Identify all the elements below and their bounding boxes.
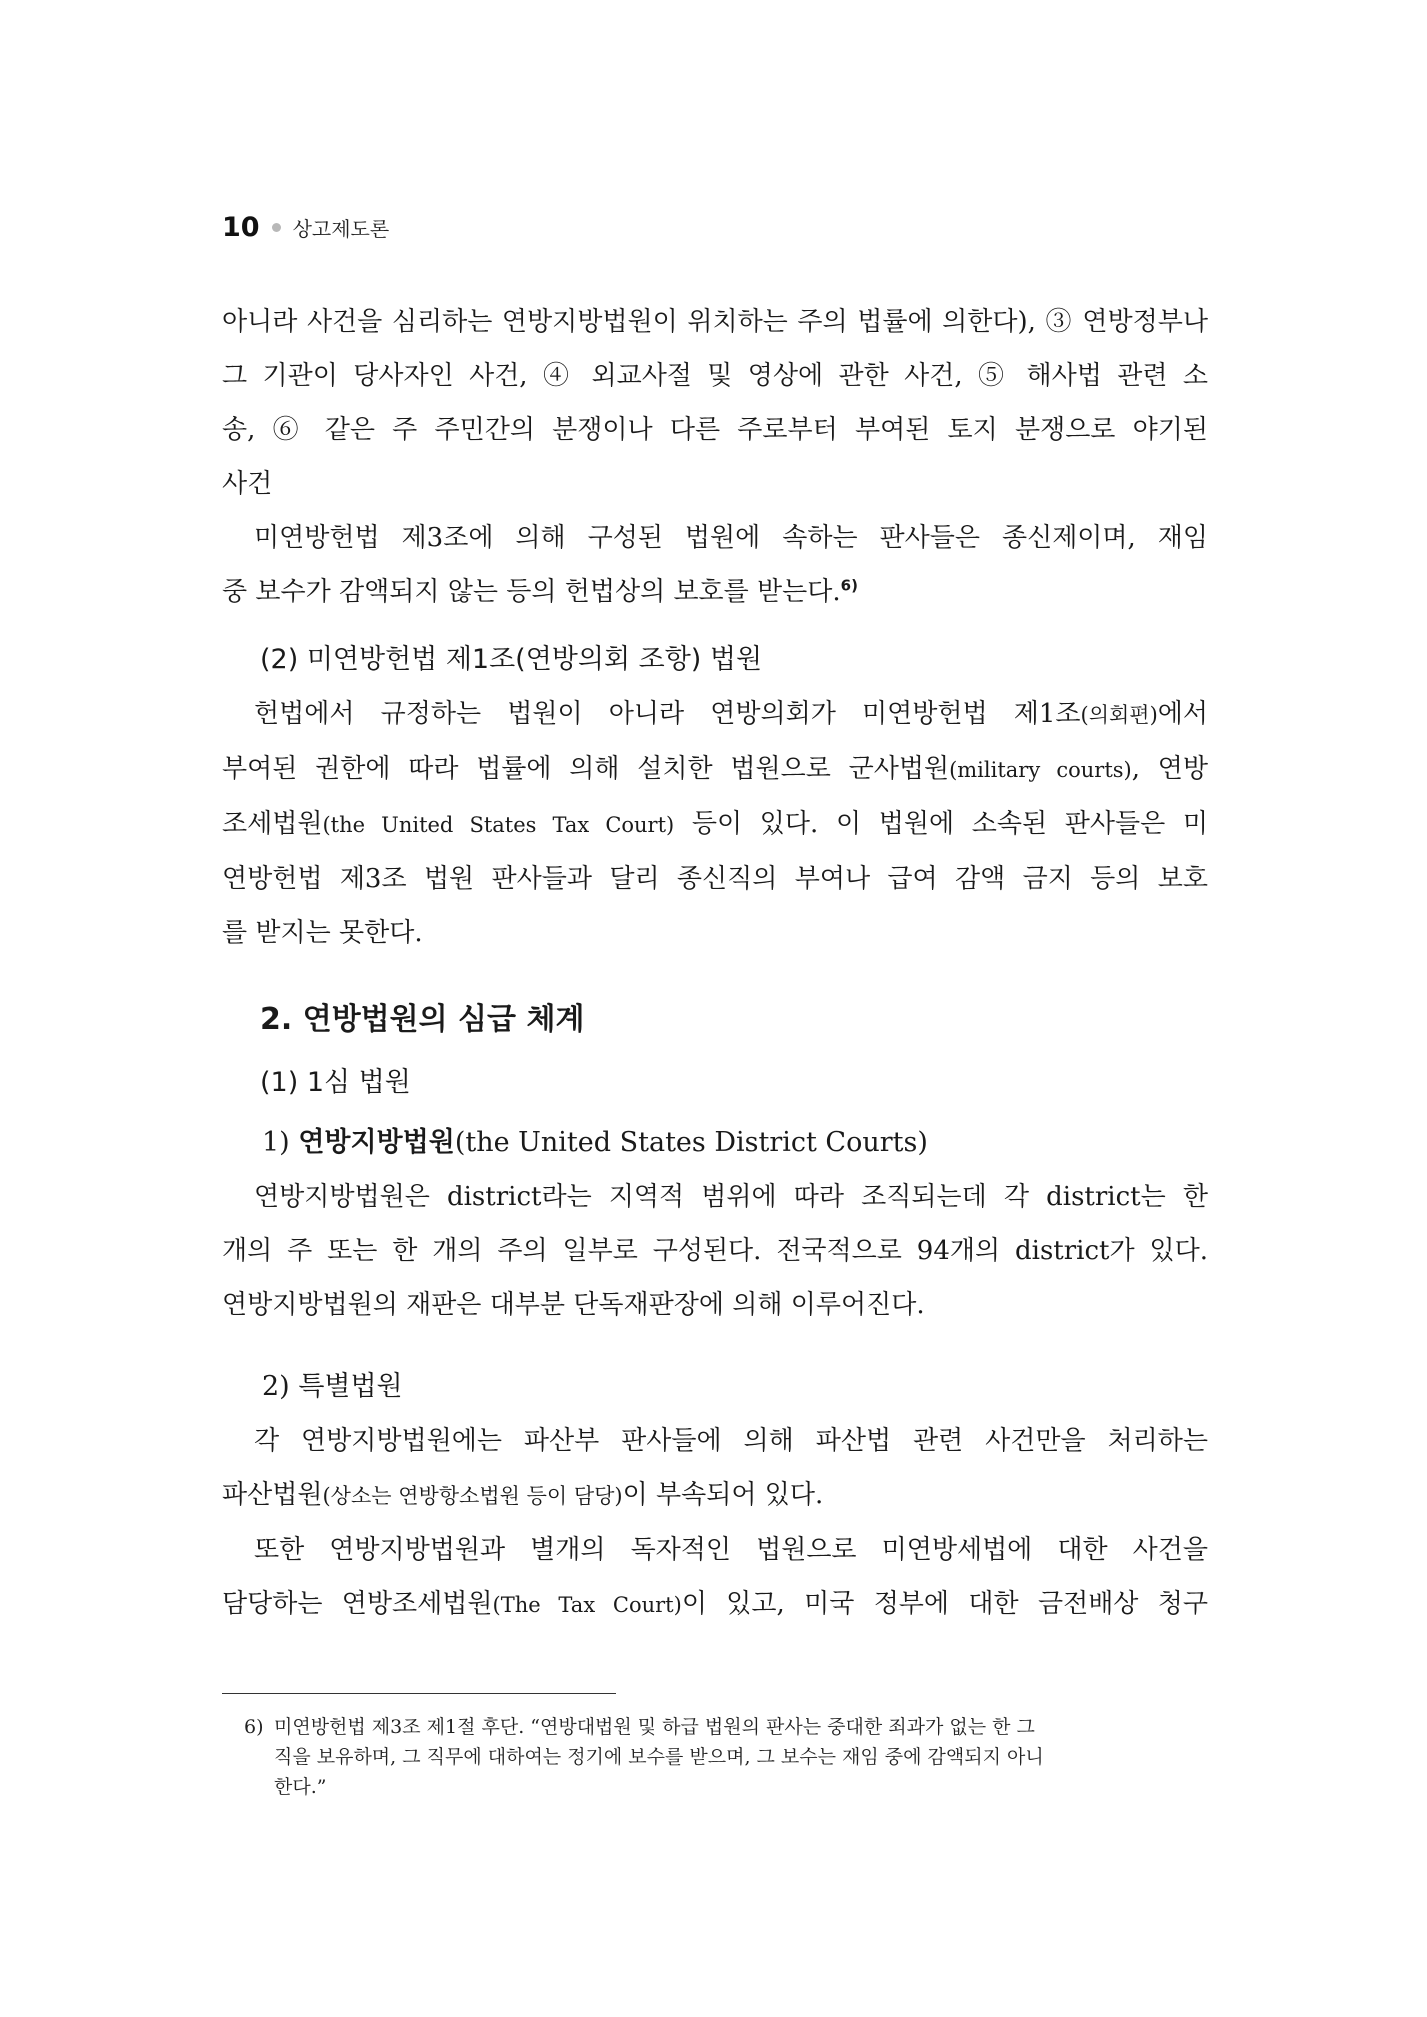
paragraph-line: 그 기관이 당사자인 사건, ④ 외교사절 및 영상에 관한 사건, ⑤ 해사법 관련 소 xyxy=(222,361,1208,391)
text-run: 등이 있다. 이 법원에 소속된 판사들은 미 xyxy=(674,809,1208,839)
text-run: 조세법원 xyxy=(222,809,323,839)
item-number: 2) xyxy=(262,1371,290,1402)
text-run: (military courts) xyxy=(949,758,1132,782)
text-run: (상소는 연방항소법원 등이 담당) xyxy=(322,1484,623,1508)
footnote-label: 6) xyxy=(244,1716,264,1738)
body-text xyxy=(222,295,1208,1632)
paragraph-line: 연방헌법 제3조 법원 판사들과 달리 종신직의 부여나 급여 감액 금지 등의 보호 xyxy=(222,864,1208,894)
text-run: 중 보수가 감액되지 않는 등의 헌법상의 보호를 받는다. xyxy=(222,577,841,607)
footnote-line: 미연방헌법 제3조 제1절 후단. “연방대법원 및 하급 법원의 판사는 중대한 죄과가 없는 한 그 xyxy=(274,1716,1035,1738)
paragraph-line: 송, ⑥ 같은 주 주민간의 분쟁이나 다른 주로부터 부여된 토지 분쟁으로 야기된 xyxy=(222,415,1208,445)
subsection-heading: (2) 미연방헌법 제1조(연방의회 조항) 법원 xyxy=(260,644,763,675)
item-heading xyxy=(222,1360,1208,1414)
item-heading xyxy=(222,1116,1208,1170)
page-number: 10 xyxy=(222,212,260,243)
paragraph-line xyxy=(222,1468,1208,1523)
paragraph-line: 연방지방법원은 district라는 지역적 범위에 따라 조직되는데 각 district는 한 xyxy=(254,1182,1208,1212)
item-title: 연방지방법원 xyxy=(298,1127,455,1158)
text-run: 담당하는 연방조세법원 xyxy=(222,1589,493,1619)
paragraph-line xyxy=(222,565,1208,619)
item-title-en: (the United States District Courts) xyxy=(454,1127,928,1158)
text-run: 이 부속되어 있다. xyxy=(622,1480,824,1510)
text-run: (의회편) xyxy=(1080,703,1158,727)
paragraph-line: 를 받지는 못한다. xyxy=(222,918,423,948)
paragraph-line: 또한 연방지방법원과 별개의 독자적인 법원으로 미연방세법에 대한 사건을 xyxy=(254,1535,1208,1565)
item-title: 특별법원 xyxy=(298,1371,403,1402)
book-title: 상고제도론 xyxy=(292,217,390,241)
footnote-line: 한다.” xyxy=(274,1776,327,1798)
text-run: 이 있고, 미국 정부에 대한 금전배상 청구 xyxy=(681,1589,1208,1619)
footnote-line: 직을 보유하며, 그 직무에 대하여는 정기에 보수를 받으며, 그 보수는 재임 중에 감액되지 아니 xyxy=(274,1746,1044,1768)
text-run: 파산법원 xyxy=(222,1480,323,1510)
paragraph-line xyxy=(222,742,1208,797)
text-run: 부여된 권한에 따라 법률에 의해 설치한 법원으로 군사법원 xyxy=(222,754,950,784)
text-run: 헌법에서 규정하는 법원이 아니라 연방의회가 미연방헌법 제1조 xyxy=(254,699,1081,729)
paragraph-line xyxy=(222,797,1208,852)
paragraph-line xyxy=(222,687,1208,742)
paragraph-line xyxy=(222,1577,1208,1632)
footnote xyxy=(222,1712,1208,1802)
footnote-divider xyxy=(222,1693,616,1694)
section-heading: 2. 연방법원의 심급 체계 xyxy=(260,1002,585,1037)
footnote-ref[interactable]: 6) xyxy=(840,576,858,595)
paragraph-line: 연방지방법원의 재판은 대부분 단독재판장에 의해 이루어진다. xyxy=(222,1290,925,1320)
text-run: , 연방 xyxy=(1131,754,1209,784)
subsection-heading: (1) 1심 법원 xyxy=(260,1067,411,1098)
running-header xyxy=(222,212,389,243)
text-run: (the United States Tax Court) xyxy=(322,813,675,837)
paragraph-line: 각 연방지방법원에는 파산부 판사들에 의해 파산법 관련 사건만을 처리하는 xyxy=(254,1426,1208,1456)
text-run: 에서 xyxy=(1157,699,1208,729)
item-number: 1) xyxy=(262,1127,290,1158)
paragraph-line: 사건 xyxy=(222,469,273,499)
paragraph-line: 아니라 사건을 심리하는 연방지방법원이 위치하는 주의 법률에 의한다), ③ 연방정부나 xyxy=(222,307,1208,337)
bullet-dot-icon xyxy=(272,223,281,232)
paragraph-line: 개의 주 또는 한 개의 주의 일부로 구성된다. 전국적으로 94개의 district가 있다. xyxy=(222,1236,1208,1266)
paragraph-line: 미연방헌법 제3조에 의해 구성된 법원에 속하는 판사들은 종신제이며, 재임 xyxy=(254,523,1208,553)
text-run: (The Tax Court) xyxy=(492,1593,682,1617)
